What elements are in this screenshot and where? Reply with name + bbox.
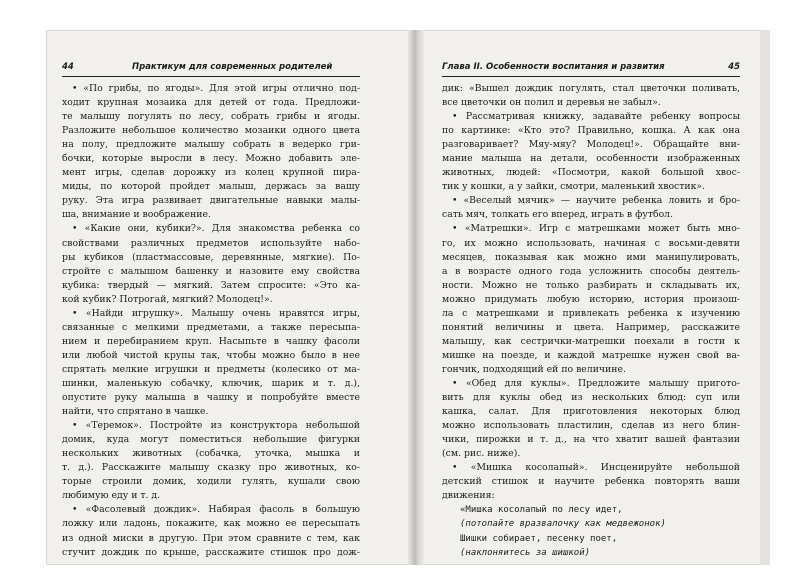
text-line: животных, людей: «Посмотри, какой большой хвос- [442,167,740,179]
text-line: месяцев, показывая как можно ими манипулировать, [442,251,740,263]
text-line: стучит дождик по крыше, расскажите стишок про дож- [62,546,360,558]
text-line: дик: «Вышел дождик погулять, стал цветочки поливать, [442,83,740,94]
text-line: • «Веселый мячик» — научите ребенка ловить и бро- [452,195,740,207]
text-line: или любой чистой крупы так, чтобы можно было в нее [62,349,360,361]
text-line: по картинке: «Кто это? Правильно, кошка. А как она [442,125,740,137]
text-line: Разложите небольшое количество мозаики одного цвета [62,125,360,137]
text-line: • «Обед для куклы». Предложите малышу пригото- [452,377,740,389]
text-line: нескольких животных (собачка, уточка, мышка и [62,448,360,460]
book-spine [408,30,424,565]
text-line: можно придумать любую историю, история произош- [442,293,740,305]
text-line: опустите руку малыша в чашку и попробуйте вместе [62,392,360,404]
text-line: а в возрасте одного года усложнить способы деятель- [442,265,740,277]
text-line: ша, внимание и воображение. [62,209,211,221]
right-page [442,58,740,558]
text-line: миды, по которой пройдет малыш, держась за вашу [62,181,360,193]
text-line: Шишки собирает, песенку поет, [460,533,618,544]
text-line: ложку или ладонь, покажите, как можно ее пересыпать [62,518,360,530]
text-line: малышу, как сестрички-матрешки поехали в гости к [442,335,740,347]
text-line: мишке на поезде, и каждой матрешке нужен свой ва- [442,349,740,361]
text-line: те малышу погулять по лесу, собрать грибы и ягоды. [62,111,360,123]
text-line: мент игры, сделав дорожку из колец крупной пира- [62,167,360,179]
text-line: движения: [442,490,495,502]
text-line: • «Мишка косолапый». Инсценируйте небольшой [452,462,740,474]
text-line: гончик, подходящий ей по величине. [442,363,626,375]
text-line: чики, пирожки и т. д., на что хватит вашей фантазии [442,434,740,446]
text-line: (наклоняитесь за шишкой) [460,547,591,558]
text-line: вить для куклы обед из нескольких блюд: суп или [442,392,740,404]
text-line: (см. рис. ниже). [442,448,521,460]
text-line: из одной миски в другую. При этом сравните с тем, как [62,532,360,544]
text-line: ла с матрешками и привлекать ребенка к изучению [442,307,740,319]
left-page-header [62,58,360,77]
left-page [62,58,360,558]
text-line: на полу, предложите малышу собрать в ведерко гри- [62,139,360,151]
text-line: кубика: твердый — мягкий. Затем спросите: «Это ка- [62,279,360,291]
page-number: 45 [728,62,740,72]
text-line: тик у кошки, а у зайки, смотри, маленький хвостик». [442,181,706,193]
text-line: бочки, которые выросли в лесу. Можно добавить эле- [62,153,360,165]
text-line: детский стишок и научите ребенка повторять ваши [442,476,740,488]
text-line: кой кубик? Потрогай, мягкий? Молодец!». [62,293,273,305]
text-line: любимую еду и т. д. [62,490,161,502]
text-line: домик, куда могут поместиться небольшие фигурки [62,434,360,446]
text-line: найти, что спрятано в чашке. [62,406,209,418]
text-line: «Мишка косолапый по лесу идет, [460,505,623,516]
text-line: все цветочки он полил и деревья не забыл». [442,97,661,109]
text-line: • Рассматривая книжку, задавайте ребенку вопросы [452,111,740,123]
text-line: свойствами различных предметов используйте набо- [62,237,360,249]
text-line: стройте с малышом башенку и назовите ему свойства [62,265,360,277]
text-line: • «Матрешки». Игр с матрешками может быть мно- [452,223,740,235]
text-line: связанные с мелкими предметами, а также пересыпа- [62,321,360,333]
text-line: (потопайте вразвалочку как медвежонок) [460,519,666,530]
text-line: • «Найди игрушку». Малышу очень нравятся игры, [72,307,360,319]
text-line: мание малыша на детали, особенности изображенных [442,153,740,165]
right-page-header [442,58,740,77]
text-line: ходит крупная мозаика для детей от года. Предложи- [62,97,360,109]
text-line: ности. Можно не только разбирать и складывать их, [442,279,740,291]
text-line: сать мяч, толкать его вперед, играть в футбол. [442,209,674,221]
text-line: го, их можно использовать, начиная с восьми-девяти [442,237,740,249]
text-line: понятий величины и цвета. Например, расскажите [442,321,740,333]
text-line: разговаривает? Мяу-мяу? Молодец!». Обращайте вни- [442,139,740,151]
text-line: ры кубиков (пластмассовые, деревянные, мягкие). По- [62,251,360,263]
running-title: Практикум для современных родителей [132,62,333,72]
text-line: • «По грибы, по ягоды». Для этой игры отлично под- [72,83,360,94]
text-line: шинки, маленькую собачку, ключик, шарик и т. д.), [62,377,360,389]
page-edges [760,30,770,565]
text-line: • «Теремок». Постройте из конструктора небольшой [72,420,360,432]
text-line: т. д.). Расскажите малышу сказку про животных, ко- [62,462,360,474]
text-line: можно использовать пластилин, сделав из него блин- [442,420,740,432]
text-line: • «Какие они, кубики?». Для знакомства ребенка со [72,223,360,235]
text-line: спрятать мелкие игрушки и предметы (колесико от ма- [62,363,360,375]
running-title: Глава II. Особенности воспитания и развития [442,62,665,72]
text-line: нием и перебиранием круп. Насыпьте в чашку фасоли [62,335,360,347]
right-page-body [442,82,740,560]
text-line: • «Фасолевый дождик». Набирая фасоль в большую [72,504,360,516]
left-page-body [62,82,360,560]
page-number: 44 [62,62,74,72]
text-line: руку. Эта игра развивает двигательные навыки малы- [62,195,360,207]
text-line: кашка, салат. Для приготовления некоторых блюд [442,406,740,418]
text-line: торые строили домик, ходили гулять, кушали свою [62,476,360,488]
